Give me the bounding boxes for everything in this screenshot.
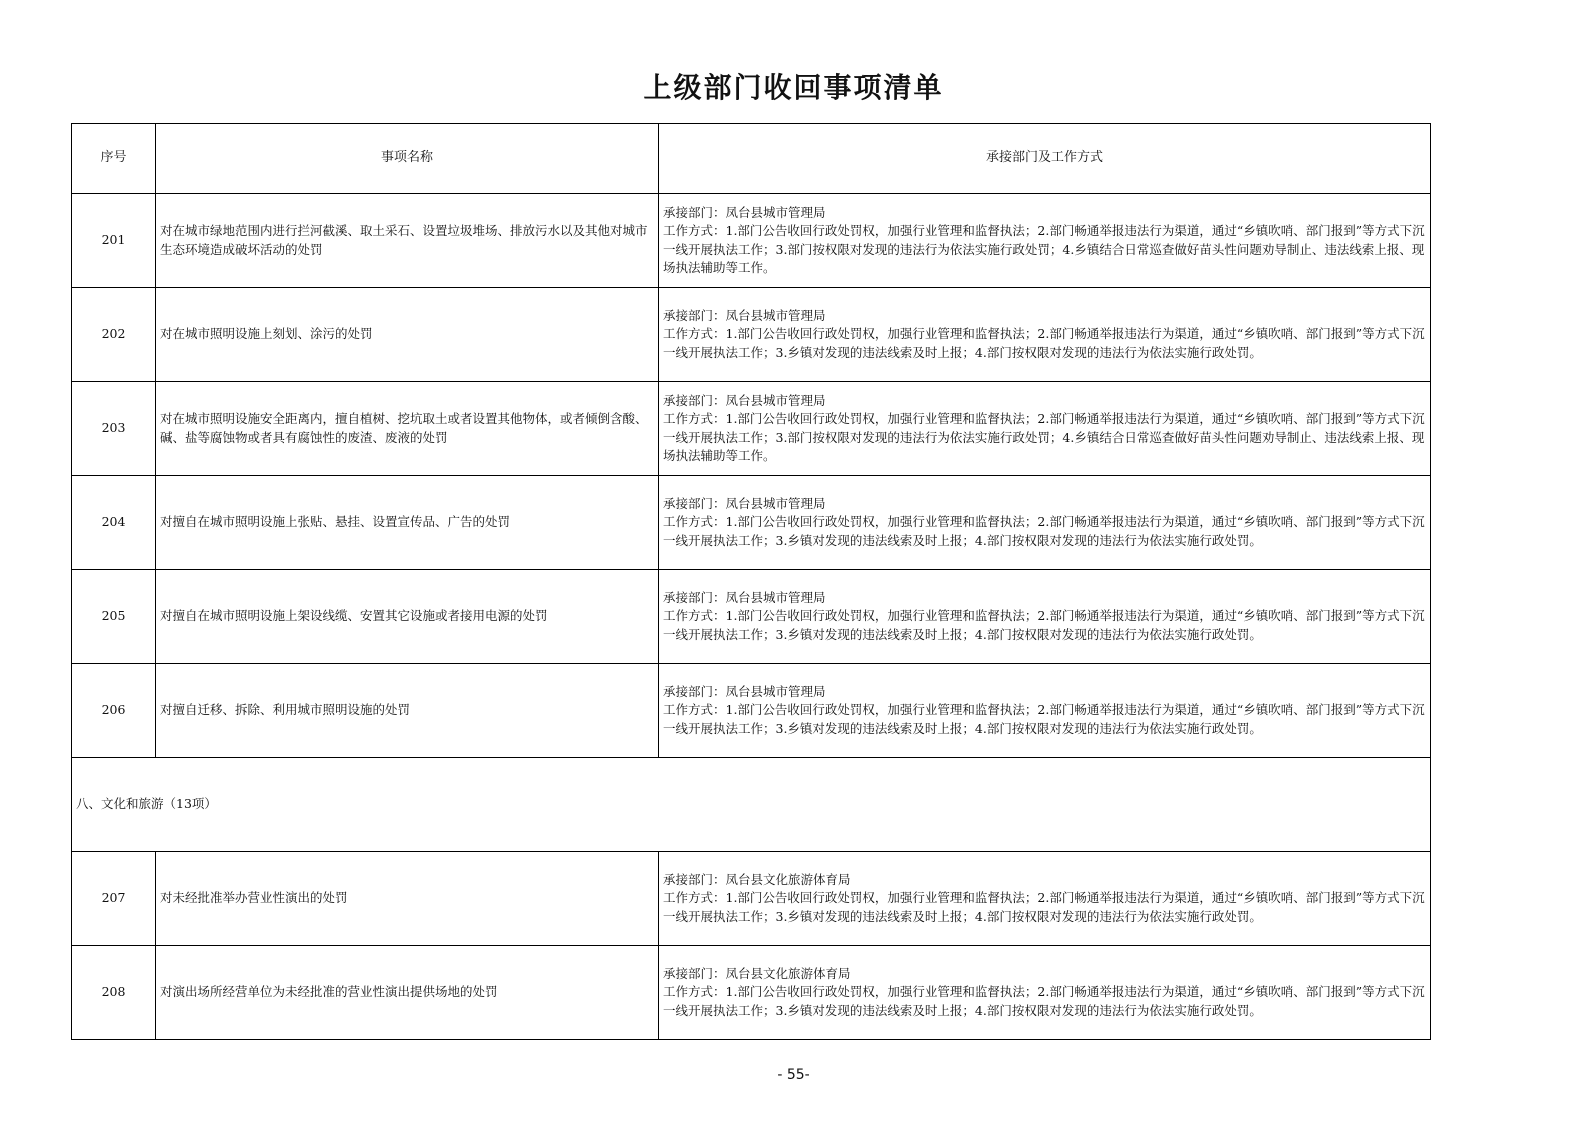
row-method [659,382,1431,476]
row-name: 对擅自迁移、拆除、利用城市照明设施的处罚 [156,664,659,758]
table-row [72,476,1431,570]
table-row [72,288,1431,382]
row-work: 工作方式：1.部门公告收回行政处罚权，加强行业管理和监督执法；2.部门畅通举报违法行为渠道，通过“乡镇吹哨、部门报到”等方式下沉一线开展执法工作；3.乡镇对发现的违法线索及时上报；4.部门按权限对发现的违法行为依法实施行政处罚。 [663,514,1425,548]
table-row [72,382,1431,476]
row-seq: 205 [72,570,156,664]
row-name: 对在城市照明设施安全距离内，擅自植树、挖坑取土或者设置其他物体，或者倾倒含酸、碱、盐等腐蚀物或者具有腐蚀性的废渣、废液的处罚 [156,382,659,476]
row-work: 工作方式：1.部门公告收回行政处罚权，加强行业管理和监督执法；2.部门畅通举报违法行为渠道，通过“乡镇吹哨、部门报到”等方式下沉一线开展执法工作；3.乡镇对发现的违法线索及时上报；4.部门按权限对发现的违法行为依法实施行政处罚。 [663,890,1425,924]
row-name: 对演出场所经营单位为未经批准的营业性演出提供场地的处罚 [156,946,659,1040]
row-dept: 承接部门：凤台县文化旅游体育局 [663,871,851,887]
row-dept: 承接部门：凤台县城市管理局 [663,392,826,408]
row-seq: 202 [72,288,156,382]
row-name: 对擅自在城市照明设施上张贴、悬挂、设置宣传品、广告的处罚 [156,476,659,570]
row-dept: 承接部门：凤台县文化旅游体育局 [663,965,851,981]
table-row [72,664,1431,758]
row-work: 工作方式：1.部门公告收回行政处罚权，加强行业管理和监督执法；2.部门畅通举报违法行为渠道，通过“乡镇吹哨、部门报到”等方式下沉一线开展执法工作；3.部门按权限对发现的违法行为依法实施行政处罚；4.乡镇结合日常巡查做好苗头性问题劝导制止、违法线索上报、现场执法辅助等工作。 [663,411,1425,463]
table-header-row [72,124,1431,194]
row-method [659,288,1431,382]
row-method [659,852,1431,946]
row-seq: 201 [72,194,156,288]
row-dept: 承接部门：凤台县城市管理局 [663,495,826,511]
row-seq: 208 [72,946,156,1040]
row-method [659,946,1431,1040]
section-heading: 八、文化和旅游（13项） [72,758,1431,852]
row-seq: 207 [72,852,156,946]
row-work: 工作方式：1.部门公告收回行政处罚权，加强行业管理和监督执法；2.部门畅通举报违法行为渠道，通过“乡镇吹哨、部门报到”等方式下沉一线开展执法工作；3.乡镇对发现的违法线索及时上报；4.部门按权限对发现的违法行为依法实施行政处罚。 [663,702,1425,736]
row-dept: 承接部门：凤台县城市管理局 [663,204,826,220]
table-row [72,194,1431,288]
items-table [71,123,1431,1040]
row-name: 对擅自在城市照明设施上架设线缆、安置其它设施或者接用电源的处罚 [156,570,659,664]
section-row [72,758,1431,852]
page-number: - 55- [777,1067,810,1083]
row-name: 对在城市绿地范围内进行拦河截溪、取土采石、设置垃圾堆场、排放污水以及其他对城市生态环境造成破坏活动的处罚 [156,194,659,288]
row-seq: 206 [72,664,156,758]
header-method: 承接部门及工作方式 [659,124,1431,194]
row-seq: 204 [72,476,156,570]
table-row [72,852,1431,946]
row-work: 工作方式：1.部门公告收回行政处罚权，加强行业管理和监督执法；2.部门畅通举报违法行为渠道，通过“乡镇吹哨、部门报到”等方式下沉一线开展执法工作；3.乡镇对发现的违法线索及时上报；4.部门按权限对发现的违法行为依法实施行政处罚。 [663,984,1425,1018]
table-row [72,946,1431,1040]
row-name: 对在城市照明设施上刻划、涂污的处罚 [156,288,659,382]
row-work: 工作方式：1.部门公告收回行政处罚权，加强行业管理和监督执法；2.部门畅通举报违法行为渠道，通过“乡镇吹哨、部门报到”等方式下沉一线开展执法工作；3.部门按权限对发现的违法行为依法实施行政处罚；4.乡镇结合日常巡查做好苗头性问题劝导制止、违法线索上报、现场执法辅助等工作。 [663,223,1425,275]
row-method [659,194,1431,288]
row-method [659,476,1431,570]
row-name: 对未经批准举办营业性演出的处罚 [156,852,659,946]
row-work: 工作方式：1.部门公告收回行政处罚权，加强行业管理和监督执法；2.部门畅通举报违法行为渠道，通过“乡镇吹哨、部门报到”等方式下沉一线开展执法工作；3.乡镇对发现的违法线索及时上报；4.部门按权限对发现的违法行为依法实施行政处罚。 [663,326,1425,360]
table-row [72,570,1431,664]
row-work: 工作方式：1.部门公告收回行政处罚权，加强行业管理和监督执法；2.部门畅通举报违法行为渠道，通过“乡镇吹哨、部门报到”等方式下沉一线开展执法工作；3.乡镇对发现的违法线索及时上报；4.部门按权限对发现的违法行为依法实施行政处罚。 [663,608,1425,642]
row-method [659,664,1431,758]
row-dept: 承接部门：凤台县城市管理局 [663,589,826,605]
row-seq: 203 [72,382,156,476]
row-dept: 承接部门：凤台县城市管理局 [663,683,826,699]
row-dept: 承接部门：凤台县城市管理局 [663,307,826,323]
header-seq: 序号 [72,124,156,194]
page-title: 上级部门收回事项清单 [643,71,944,104]
row-method [659,570,1431,664]
header-name: 事项名称 [156,124,659,194]
